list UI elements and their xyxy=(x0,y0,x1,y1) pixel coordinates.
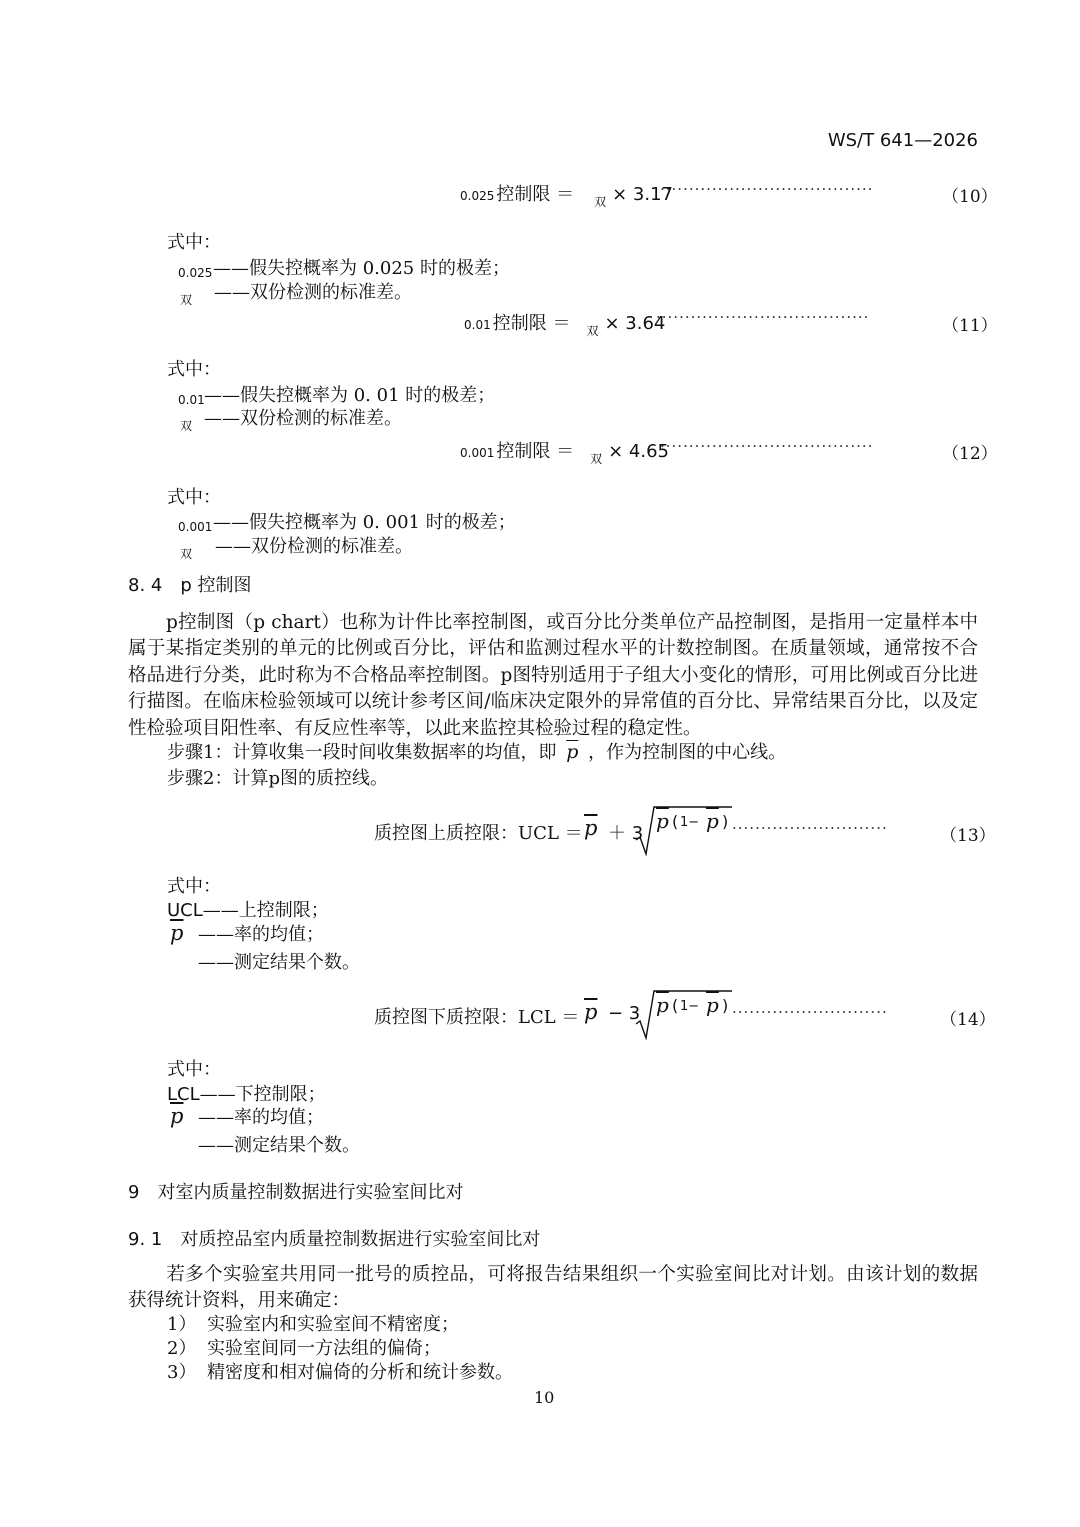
equation-11 xyxy=(464,309,666,338)
eq14-pbar: $\overline{p}$ xyxy=(584,1000,598,1024)
eq13-def-1 xyxy=(167,896,329,922)
eq12-label: 控制限 ＝ xyxy=(496,441,575,462)
eq14-radicand-pbar-1: $\overline{p}$ xyxy=(656,993,669,1017)
eq10-factor: × 3.17 xyxy=(612,184,673,205)
list-item-2-text: 实验室间同一方法组的偏倚； xyxy=(207,1338,441,1359)
eq13-def-2-symbol: $\overline{p}$ xyxy=(170,921,184,945)
eq13-label: 质控图上质控限：UCL ＝ xyxy=(374,823,583,844)
eq14-where: 式中： xyxy=(167,1059,221,1080)
eq10-sd-subscript: 双 xyxy=(594,195,607,209)
eq13-where: 式中： xyxy=(167,876,221,897)
step-1-text-b: ，作为控制图的中心线。 xyxy=(588,742,787,763)
eq13-radical xyxy=(634,806,734,856)
eq10-def-1 xyxy=(178,254,510,280)
section-8-4-paragraph-text: p控制图（p chart）也称为计件比率控制图，或百分比分类单位产品控制图，是指用一定量样本中属于某指定类别的单元的比例或百分比，评估和监测过程水平的计数控制图。在质量领域，通常按不合格品进行分类，此时称为不合格品率控制图。p图特别适用于子组大小变化的情形，可用比例或百分比进行描图。在临床检验领域可以统计参考区间/临床决定限外的异常值的百分比、异常结果百分比，以及定性检验项目阳性率、有反应性率等，以此来监控其检验过程的稳定性。 xyxy=(128,612,978,739)
equation-13 xyxy=(374,806,996,856)
eq10-leader-dots: ····································· xyxy=(660,180,874,198)
eq14-def-1-symbol: LCL xyxy=(167,1084,200,1105)
eq10-number: （10） xyxy=(942,187,998,207)
eq11-def-1-text: ——假失控概率为 0. 01 时的极差； xyxy=(204,385,496,406)
list-item-3-text: 精密度和相对偏倚的分析和统计参数。 xyxy=(207,1362,513,1383)
list-item-1-text: 实验室内和实验室间不精密度； xyxy=(207,1314,459,1335)
eq10-def-2-symbol: 双 xyxy=(180,293,193,307)
eq14-def-2-symbol: $\overline{p}$ xyxy=(170,1104,184,1128)
eq14-one-minus: 1− xyxy=(680,999,700,1014)
eq10-def-1-text: ——假失控概率为 0.025 时的极差； xyxy=(213,258,510,279)
eq13-def-1-symbol: UCL xyxy=(167,900,203,921)
eq11-where: 式中： xyxy=(167,359,221,380)
document-code: WS/T 641—2026 xyxy=(827,130,978,151)
section-9-1-paragraph xyxy=(128,1262,978,1315)
list-item-3 xyxy=(167,1358,513,1384)
step-1-pbar: $\overline{p}$ xyxy=(566,741,579,763)
eq13-radicand-pbar-1: $\overline{p}$ xyxy=(656,809,669,833)
eq13-number: （13） xyxy=(940,826,996,846)
page-number: 10 xyxy=(534,1388,555,1407)
eq14-radicand-pbar-2: $\overline{p}$ xyxy=(706,993,719,1017)
eq10-def-2 xyxy=(180,278,412,307)
eq13-def-1-text: ——上控制限； xyxy=(202,900,329,921)
step-1 xyxy=(167,738,786,764)
eq10-where: 式中： xyxy=(167,232,221,253)
eq13-paren-open: ( xyxy=(672,812,679,831)
section-9-1-heading: 9. 1 对质控品室内质量控制数据进行实验室间比对 xyxy=(128,1229,541,1250)
eq14-def-2-text: ——率的均值； xyxy=(198,1107,324,1128)
eq10-def-1-symbol: 0.025 xyxy=(178,266,213,280)
eq11-label: 控制限 ＝ xyxy=(492,313,571,334)
eq12-def-2-text: ——双份检测的标准差。 xyxy=(215,536,413,557)
eq13-def-2-text: ——率的均值； xyxy=(198,924,324,945)
step-2: 步骤2：计算p图的质控线。 xyxy=(167,768,388,789)
eq14-paren-open: ( xyxy=(672,996,679,1015)
eq12-factor: × 4.65 xyxy=(608,441,669,462)
list-item-2 xyxy=(167,1334,441,1360)
eq13-one-minus: 1− xyxy=(680,815,700,830)
eq14-radical xyxy=(634,990,734,1040)
section-9-1-paragraph-text: 若多个实验室共用同一批号的质控品，可将报告结果组织一个实验室间比对计划。由该计划的数据获得统计资料，用来确定： xyxy=(128,1264,978,1312)
eq14-def-1-text: ——下控制限； xyxy=(199,1084,326,1105)
eq11-leader-dots: ····································· xyxy=(656,308,870,326)
eq11-subscript: 0.01 xyxy=(464,318,491,332)
list-item-3-number: 3） xyxy=(167,1362,197,1383)
eq13-radicand-pbar-2: $\overline{p}$ xyxy=(706,809,719,833)
section-9-heading: 9 对室内质量控制数据进行实验室间比对 xyxy=(128,1182,464,1203)
eq12-def-1-symbol: 0.001 xyxy=(178,520,213,534)
eq14-paren-close: ) xyxy=(722,996,729,1015)
eq11-factor: × 3.64 xyxy=(604,313,666,334)
eq11-def-1-symbol: 0.01 xyxy=(178,393,205,407)
eq12-def-2 xyxy=(180,532,413,561)
eq13-sign: ＋ 3 xyxy=(608,823,644,844)
eq12-sd-subscript: 双 xyxy=(590,452,603,466)
eq13-def-3: ——测定结果个数。 xyxy=(198,952,360,973)
list-item-2-number: 2） xyxy=(167,1338,197,1359)
eq11-sd-subscript: 双 xyxy=(586,324,599,338)
equation-14 xyxy=(374,990,996,1040)
eq10-subscript: 0.025 xyxy=(460,189,495,203)
eq13-def-2 xyxy=(170,920,324,946)
eq10-label: 控制限 ＝ xyxy=(496,184,575,205)
eq11-def-2-text: ——双份检测的标准差。 xyxy=(204,408,402,429)
eq14-def-2 xyxy=(170,1103,324,1129)
eq12-where: 式中： xyxy=(167,487,221,508)
eq14-def-3: ——测定结果个数。 xyxy=(198,1135,360,1156)
equation-12 xyxy=(460,437,669,466)
section-8-4-heading: 8. 4 p 控制图 xyxy=(128,575,252,596)
eq12-def-1-text: ——假失控概率为 0. 001 时的极差； xyxy=(213,512,516,533)
eq12-def-2-symbol: 双 xyxy=(180,547,193,561)
eq12-def-1 xyxy=(178,508,516,534)
eq13-paren-close: ) xyxy=(722,812,729,831)
eq12-leader-dots: ····································· xyxy=(660,437,874,455)
list-item-1-number: 1） xyxy=(167,1314,197,1335)
eq10-def-2-text: ——双份检测的标准差。 xyxy=(214,282,412,303)
eq13-pbar: $\overline{p}$ xyxy=(584,816,598,840)
eq14-label: 质控图下质控限：LCL ＝ xyxy=(374,1007,580,1028)
eq13-leader-dots: ··························· xyxy=(732,819,888,837)
list-item-1 xyxy=(167,1310,459,1336)
equation-10 xyxy=(460,180,673,209)
eq14-sign: − 3 xyxy=(608,1003,641,1024)
eq14-number: （14） xyxy=(940,1010,996,1030)
section-8-4-paragraph xyxy=(128,610,978,742)
eq11-def-2 xyxy=(180,404,402,433)
eq12-subscript: 0.001 xyxy=(460,446,495,460)
step-1-text-a: 步骤1：计算收集一段时间收集数据率的均值，即 xyxy=(167,742,557,763)
eq14-leader-dots: ··························· xyxy=(732,1003,888,1021)
eq11-number: （11） xyxy=(942,316,998,336)
eq12-number: （12） xyxy=(942,444,998,464)
eq11-def-2-symbol: 双 xyxy=(180,419,193,433)
